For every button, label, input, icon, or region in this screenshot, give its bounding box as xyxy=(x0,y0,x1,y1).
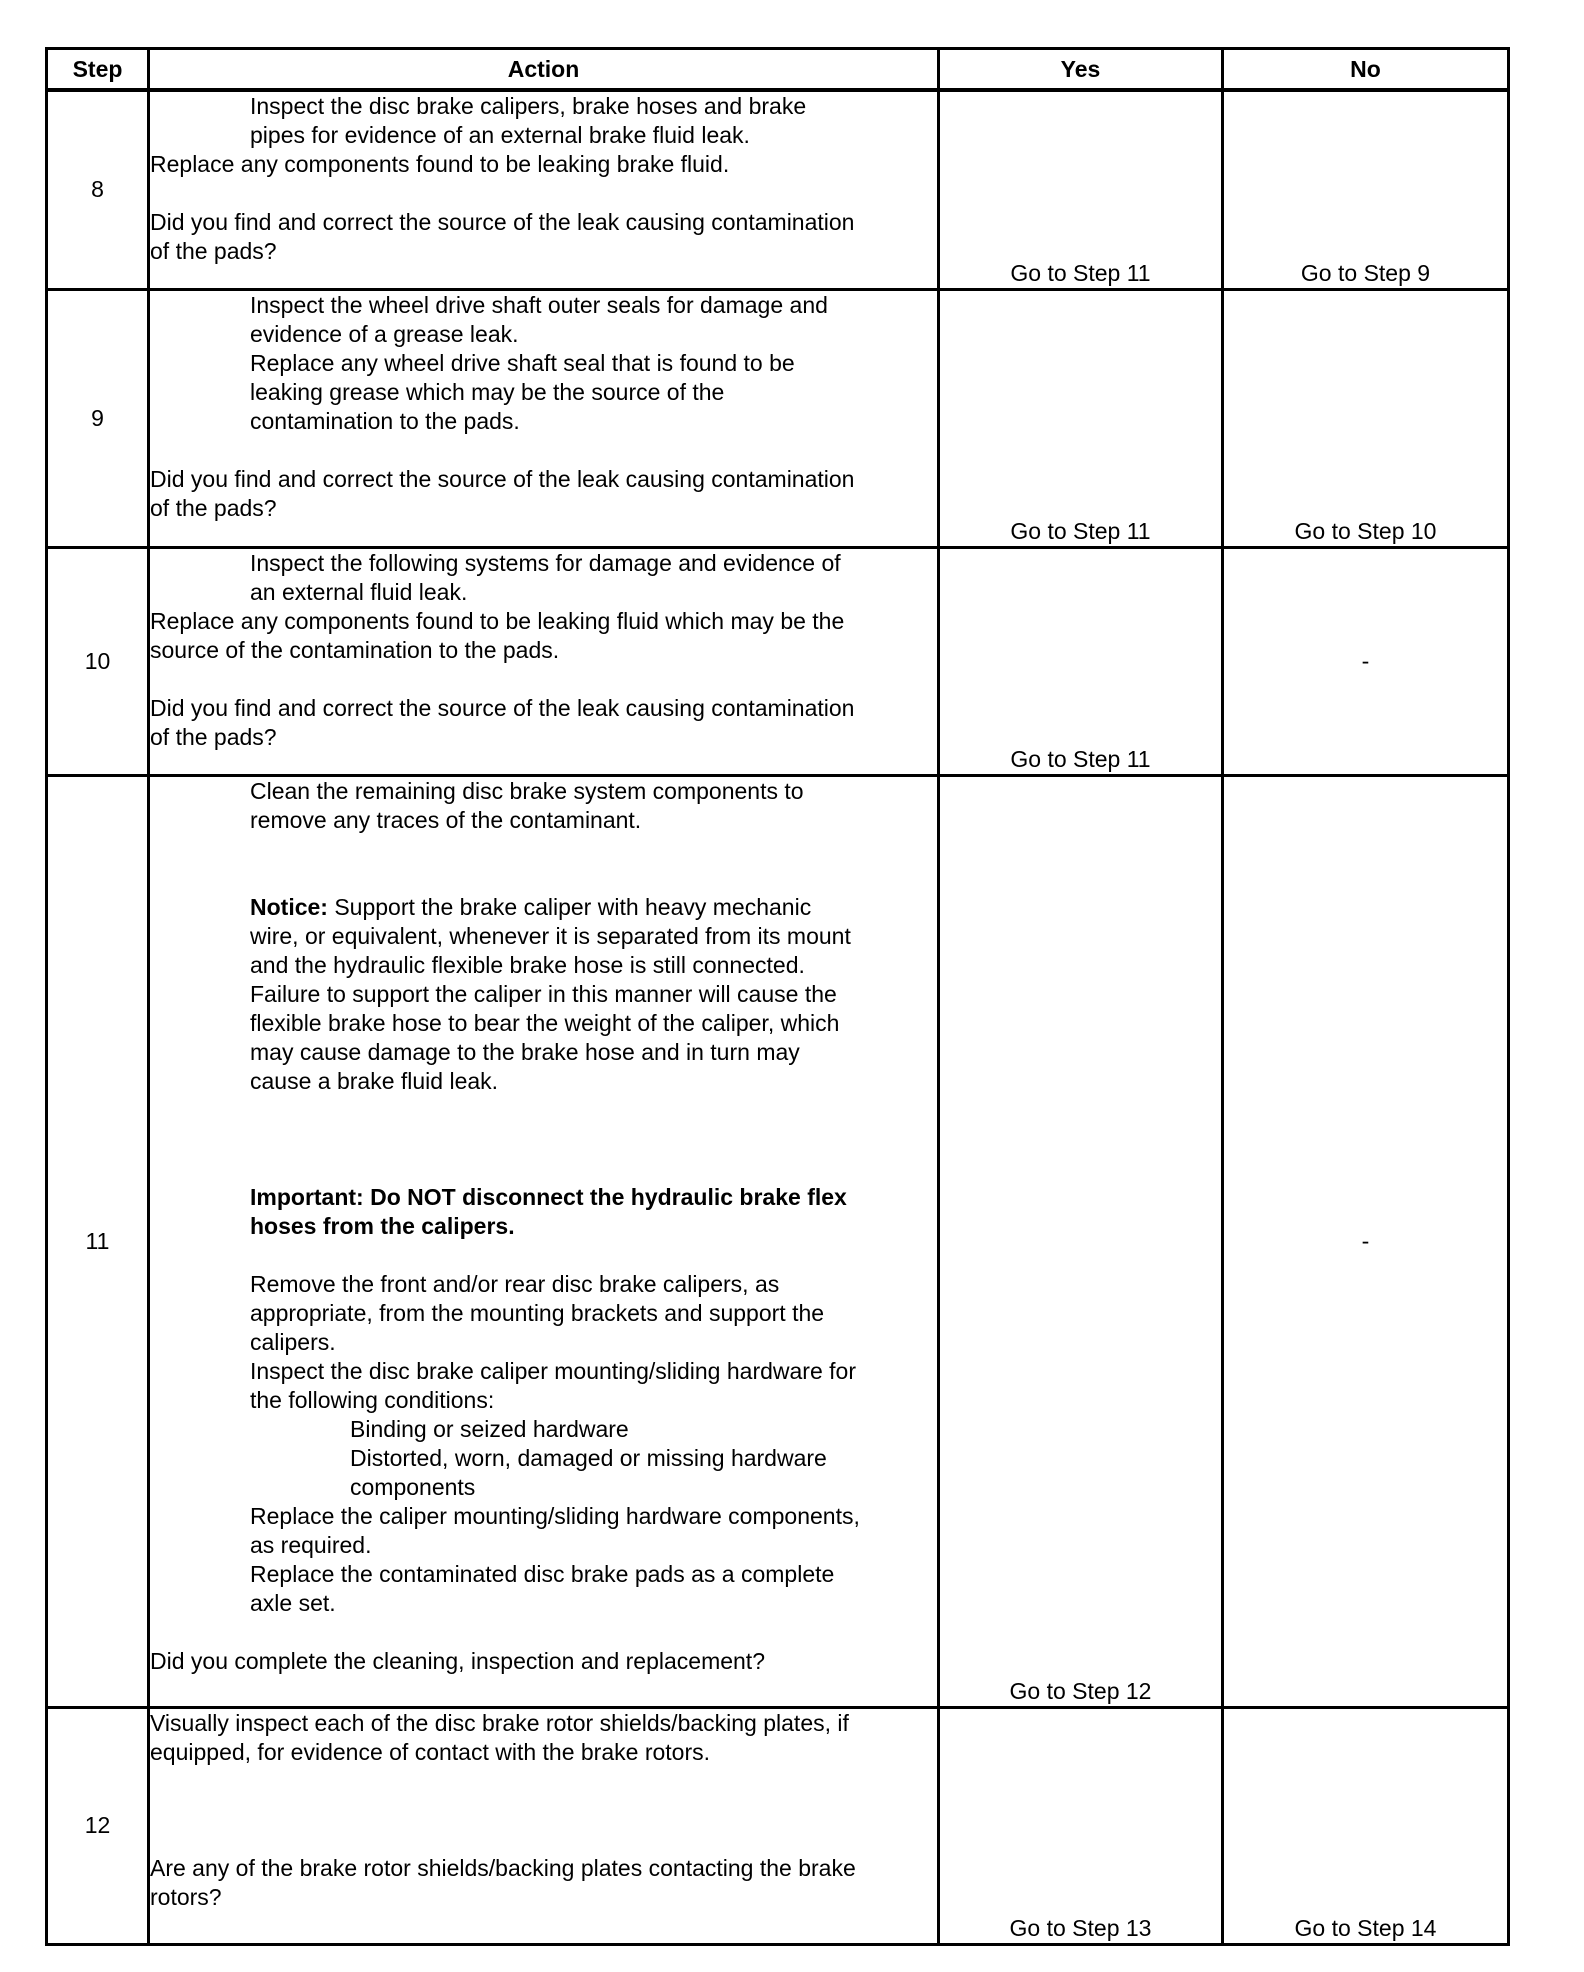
action-line: Replace the contaminated disc brake pads as a complete xyxy=(250,1560,835,1587)
action-cell xyxy=(149,547,939,775)
action-line: may cause damage to the brake hose and in turn may xyxy=(250,1038,800,1065)
table-row xyxy=(47,775,1509,1707)
action-line: the following conditions: xyxy=(250,1386,495,1413)
action-line: leaking grease which may be the source of the xyxy=(250,378,725,405)
action-line: Visually inspect each of the disc brake rotor shields/backing plates, if xyxy=(150,1709,849,1736)
header-step: Step xyxy=(47,49,149,91)
action-line: cause a brake fluid leak. xyxy=(250,1067,499,1094)
step-number: 11 xyxy=(47,775,149,1707)
action-line: Inspect the disc brake caliper mounting/sliding hardware for xyxy=(250,1357,856,1384)
question-line: of the pads? xyxy=(150,723,277,750)
yes-outcome: Go to Step 11 xyxy=(939,90,1223,289)
step-number: 9 xyxy=(47,289,149,547)
question-line: Did you find and correct the source of the leak causing contamination xyxy=(150,465,855,492)
action-line: Replace any components found to be leaking brake fluid. xyxy=(150,151,730,177)
action-line: source of the contamination to the pads. xyxy=(150,636,560,663)
action-line: and the hydraulic flexible brake hose is still connected. xyxy=(250,951,805,978)
question-line: of the pads? xyxy=(150,238,277,264)
table-header-row xyxy=(47,49,1509,91)
yes-outcome: Go to Step 12 xyxy=(939,775,1223,1707)
no-outcome: - xyxy=(1223,547,1509,775)
action-line: Failure to support the caliper in this manner will cause the xyxy=(250,980,837,1007)
action-line: Inspect the wheel drive shaft outer seals for damage and xyxy=(250,291,828,318)
action-line: Inspect the disc brake calipers, brake hoses and brake xyxy=(250,93,807,119)
no-outcome: Go to Step 14 xyxy=(1223,1707,1509,1944)
action-cell xyxy=(149,775,939,1707)
header-action: Action xyxy=(149,49,939,91)
question-line: rotors? xyxy=(150,1883,222,1910)
condition-line: components xyxy=(350,1473,476,1500)
no-outcome: Go to Step 9 xyxy=(1223,90,1509,289)
important-text: Important: Do NOT disconnect the hydraulic brake flex xyxy=(250,1183,847,1210)
action-line: Replace any components found to be leaking fluid which may be the xyxy=(150,607,845,634)
action-cell xyxy=(149,1707,939,1944)
action-line: axle set. xyxy=(250,1589,336,1616)
important-line xyxy=(150,1212,937,1241)
table-row xyxy=(47,90,1509,289)
action-line: as required. xyxy=(250,1531,372,1558)
yes-outcome: Go to Step 13 xyxy=(939,1707,1223,1944)
notice-text: Support the brake caliper with heavy mechanic xyxy=(327,893,812,920)
condition-line: Binding or seized hardware xyxy=(350,1415,629,1442)
spacer xyxy=(150,1096,937,1183)
action-line: Replace the caliper mounting/sliding hardware components, xyxy=(250,1502,860,1529)
table-row xyxy=(47,547,1509,775)
spacer xyxy=(150,1618,937,1647)
spacer xyxy=(150,835,937,893)
action-line: flexible brake hose to bear the weight of the caliper, which xyxy=(250,1009,840,1036)
important-line xyxy=(150,1183,937,1212)
condition-line: Distorted, worn, damaged or missing hardware xyxy=(350,1444,827,1471)
action-line: appropriate, from the mounting brackets and support the xyxy=(250,1299,825,1326)
step-number: 10 xyxy=(47,547,149,775)
no-outcome: Go to Step 10 xyxy=(1223,289,1509,547)
question-line: Did you find and correct the source of the leak causing contamination xyxy=(150,209,855,235)
action-line: an external fluid leak. xyxy=(250,578,468,605)
action-line: Clean the remaining disc brake system components to xyxy=(250,777,804,804)
question-line: Are any of the brake rotor shields/backing plates contacting the brake xyxy=(150,1854,856,1881)
table-row xyxy=(47,289,1509,547)
spacer xyxy=(150,1767,937,1854)
diagnostic-steps-table xyxy=(45,47,1510,1946)
action-line: Replace any wheel drive shaft seal that is found to be xyxy=(250,349,795,376)
spacer xyxy=(150,436,937,465)
yes-outcome: Go to Step 11 xyxy=(939,547,1223,775)
action-line: evidence of a grease leak. xyxy=(250,320,519,347)
action-cell xyxy=(149,90,939,289)
yes-outcome: Go to Step 11 xyxy=(939,289,1223,547)
action-cell xyxy=(149,289,939,547)
action-line: pipes for evidence of an external brake fluid leak. xyxy=(250,122,750,148)
spacer xyxy=(150,179,937,208)
question-line: Did you complete the cleaning, inspection and replacement? xyxy=(150,1647,765,1674)
action-line: Remove the front and/or rear disc brake calipers, as xyxy=(250,1270,780,1297)
no-outcome: - xyxy=(1223,775,1509,1707)
action-line: remove any traces of the contaminant. xyxy=(250,806,642,833)
step-number: 8 xyxy=(47,90,149,289)
action-line: calipers. xyxy=(250,1328,336,1355)
action-line: wire, or equivalent, whenever it is separated from its mount xyxy=(250,922,851,949)
notice-line xyxy=(150,893,937,922)
notice-label: Notice: xyxy=(250,893,328,920)
spacer xyxy=(150,665,937,694)
question-line: of the pads? xyxy=(150,494,277,521)
action-line: contamination to the pads. xyxy=(250,407,520,434)
action-line: Inspect the following systems for damage and evidence of xyxy=(250,549,841,576)
action-line: equipped, for evidence of contact with the brake rotors. xyxy=(150,1738,710,1765)
header-no: No xyxy=(1223,49,1509,91)
header-yes: Yes xyxy=(939,49,1223,91)
spacer xyxy=(150,1241,937,1270)
step-number: 12 xyxy=(47,1707,149,1944)
table-row xyxy=(47,1707,1509,1944)
important-text: hoses from the calipers. xyxy=(250,1212,515,1239)
question-line: Did you find and correct the source of the leak causing contamination xyxy=(150,694,855,721)
